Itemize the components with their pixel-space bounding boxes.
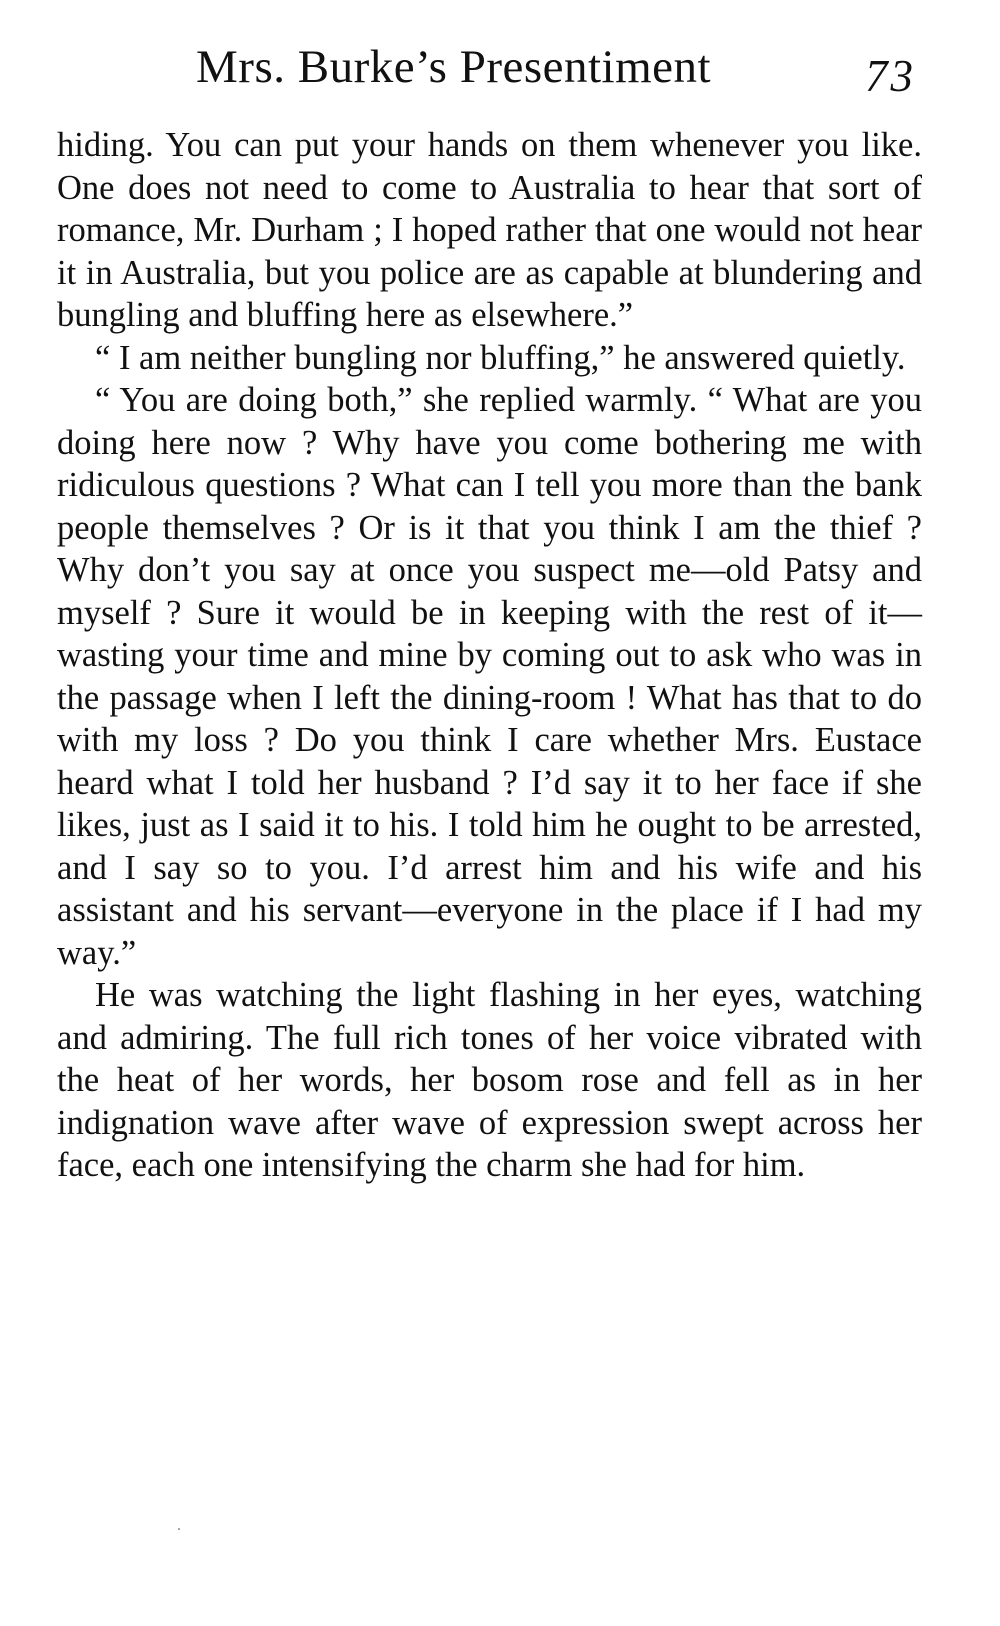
page-number: 73 — [865, 51, 916, 101]
running-title: Mrs. Burke’s Presentiment — [196, 41, 712, 93]
paragraph-retort: “ You are doing both,” she replied warmly. “ What are you doing here now ? Why have you come bothering me with ridiculous questions ? What can I tell you more than the bank people themselves ? Or is it that you think I am the thief ? Why don’t you say at once you suspect me—old Patsy and myself ? Sure it would be in keeping with the rest of it—wasting your time and mine by coming out to ask who was in the passage when I left the dining-room ! What has that to do with my loss ? Do you think I care whether Mrs. Eustace heard what I told her husband ? I’d say it to her face if she likes, just as I said it to his. I told him he ought to be arrested, and I say so to you. I’d arrest him and his wife and his assistant and his servant—everyone in the place if I had my way.” — [57, 381, 922, 972]
paragraph-continued: hiding. You can put your hands on them whenever you like. One does not need to come to Australia to hear that sort of romance, Mr. Durham ; I hoped rather that one would not hear it in Australia, but you police are as capable at blundering and bungling and bluffing here as elsewhere.” — [57, 126, 922, 334]
paragraph-narration: He was watching the light flashing in her eyes, watching and admiring. The full rich tones of her voice vibrated with the heat of her words, her bosom rose and fell as in her indignation wave after wave of expression swept across her face, each one intensifying the charm she had for him. — [57, 976, 922, 1184]
paragraph-reply: “ I am neither bungling nor bluffing,” he answered quietly. — [95, 338, 906, 377]
print-speck — [178, 1528, 180, 1530]
running-head — [0, 36, 1000, 106]
body-text — [57, 124, 922, 1187]
